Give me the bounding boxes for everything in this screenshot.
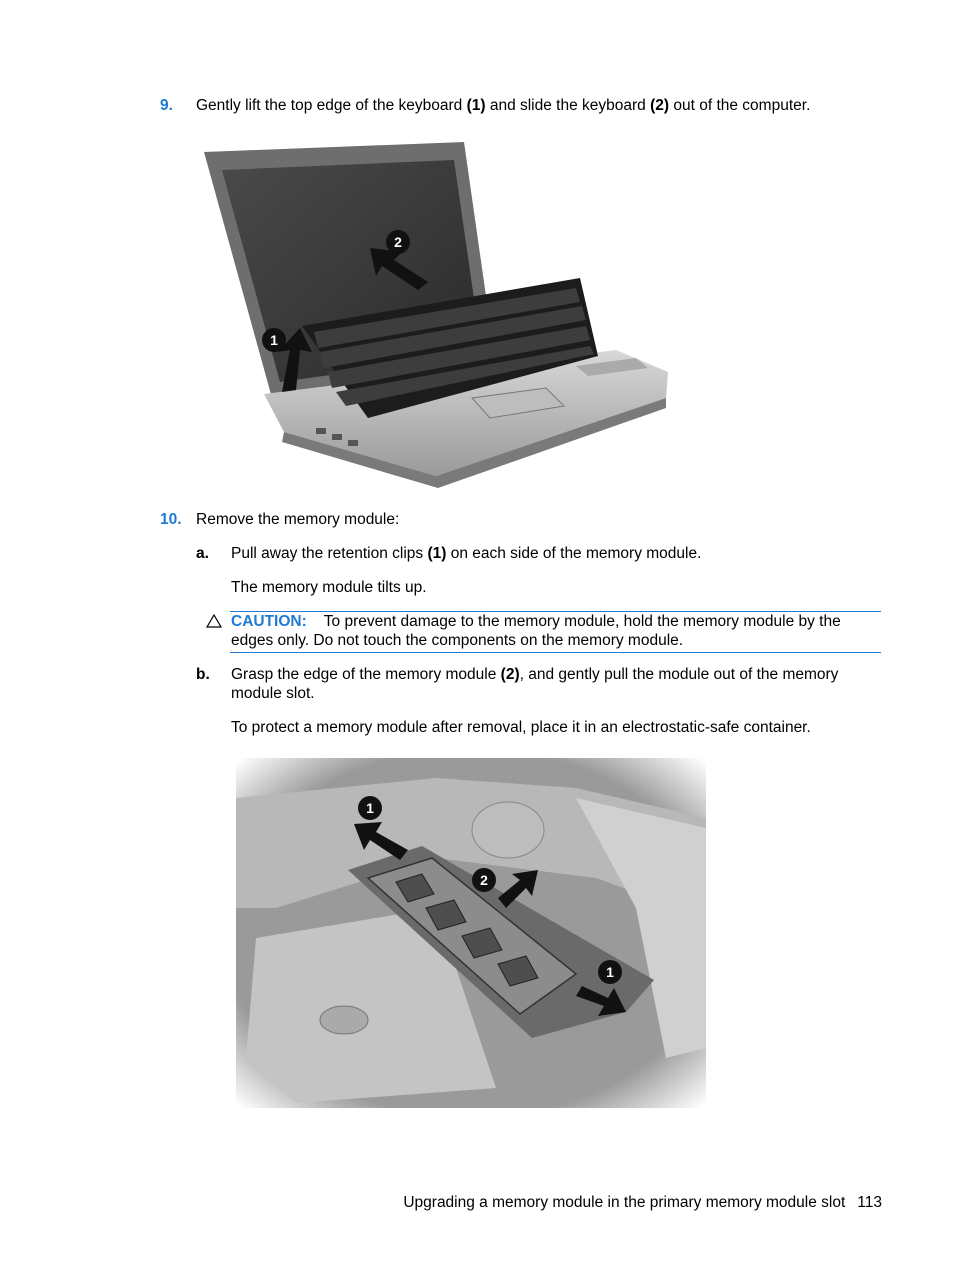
substep-b-text-line-2: module slot.	[231, 685, 315, 702]
step-10-text: Remove the memory module:	[196, 511, 400, 528]
fan-housing	[472, 802, 544, 858]
callout-1-label: 1	[270, 332, 278, 348]
step-9-ref-1: (1)	[466, 97, 486, 114]
footer-page-number: 113	[857, 1194, 882, 1211]
side-port	[348, 440, 358, 446]
caution-label: CAUTION:	[231, 613, 307, 630]
caution-line-1	[231, 612, 891, 631]
callout-2	[472, 868, 496, 892]
callout-2-label: 2	[480, 872, 488, 888]
step-9-ref-2: (2)	[650, 97, 670, 114]
caution-triangle-icon	[206, 614, 222, 628]
substep-a-letter: a.	[196, 545, 209, 562]
substep-a-text	[231, 544, 891, 563]
side-port	[332, 434, 342, 440]
bracket-mount	[320, 1006, 368, 1034]
callout-2-label: 2	[394, 234, 402, 250]
substep-b-letter: b.	[196, 666, 210, 683]
step-9-text	[196, 96, 896, 115]
callout-1-left	[358, 796, 382, 820]
callout-1	[262, 328, 286, 352]
side-port	[316, 428, 326, 434]
substep-b-note: To protect a memory module after removal, place it in an electrostatic-safe container.	[231, 719, 811, 736]
callout-1-right	[598, 960, 622, 984]
memory-module-removal-illustration	[236, 758, 706, 1108]
step-9-text-a: Gently lift the top edge of the keyboard	[196, 97, 467, 114]
step-9-text-b: and slide the keyboard	[485, 97, 651, 114]
substep-b-text-b: , and gently pull the module out of the memory	[519, 666, 839, 683]
footer-section-title: Upgrading a memory module in the primary memory module slot	[403, 1194, 846, 1211]
step-9-text-c: out of the computer.	[669, 97, 811, 114]
substep-a-text-b: on each side of the memory module.	[446, 545, 702, 562]
substep-b-text-a: Grasp the edge of the memory module	[231, 666, 501, 683]
step-10-number: 10.	[160, 511, 182, 528]
substep-b-text	[231, 665, 891, 684]
callout-1-right-label: 1	[606, 964, 614, 980]
substep-a-text-a: Pull away the retention clips	[231, 545, 428, 562]
callout-2	[386, 230, 410, 254]
page-footer	[403, 1193, 882, 1212]
caution-text-1: To prevent damage to the memory module, hold the memory module by the	[323, 613, 841, 630]
keyboard-removal-illustration	[196, 136, 676, 492]
substep-b-ref: (2)	[500, 666, 520, 683]
substep-a-result: The memory module tilts up.	[231, 579, 427, 596]
substep-a-ref: (1)	[427, 545, 447, 562]
step-9-number: 9.	[160, 97, 173, 114]
caution-line-2: edges only. Do not touch the components on the memory module.	[231, 632, 684, 649]
callout-1-left-label: 1	[366, 800, 374, 816]
